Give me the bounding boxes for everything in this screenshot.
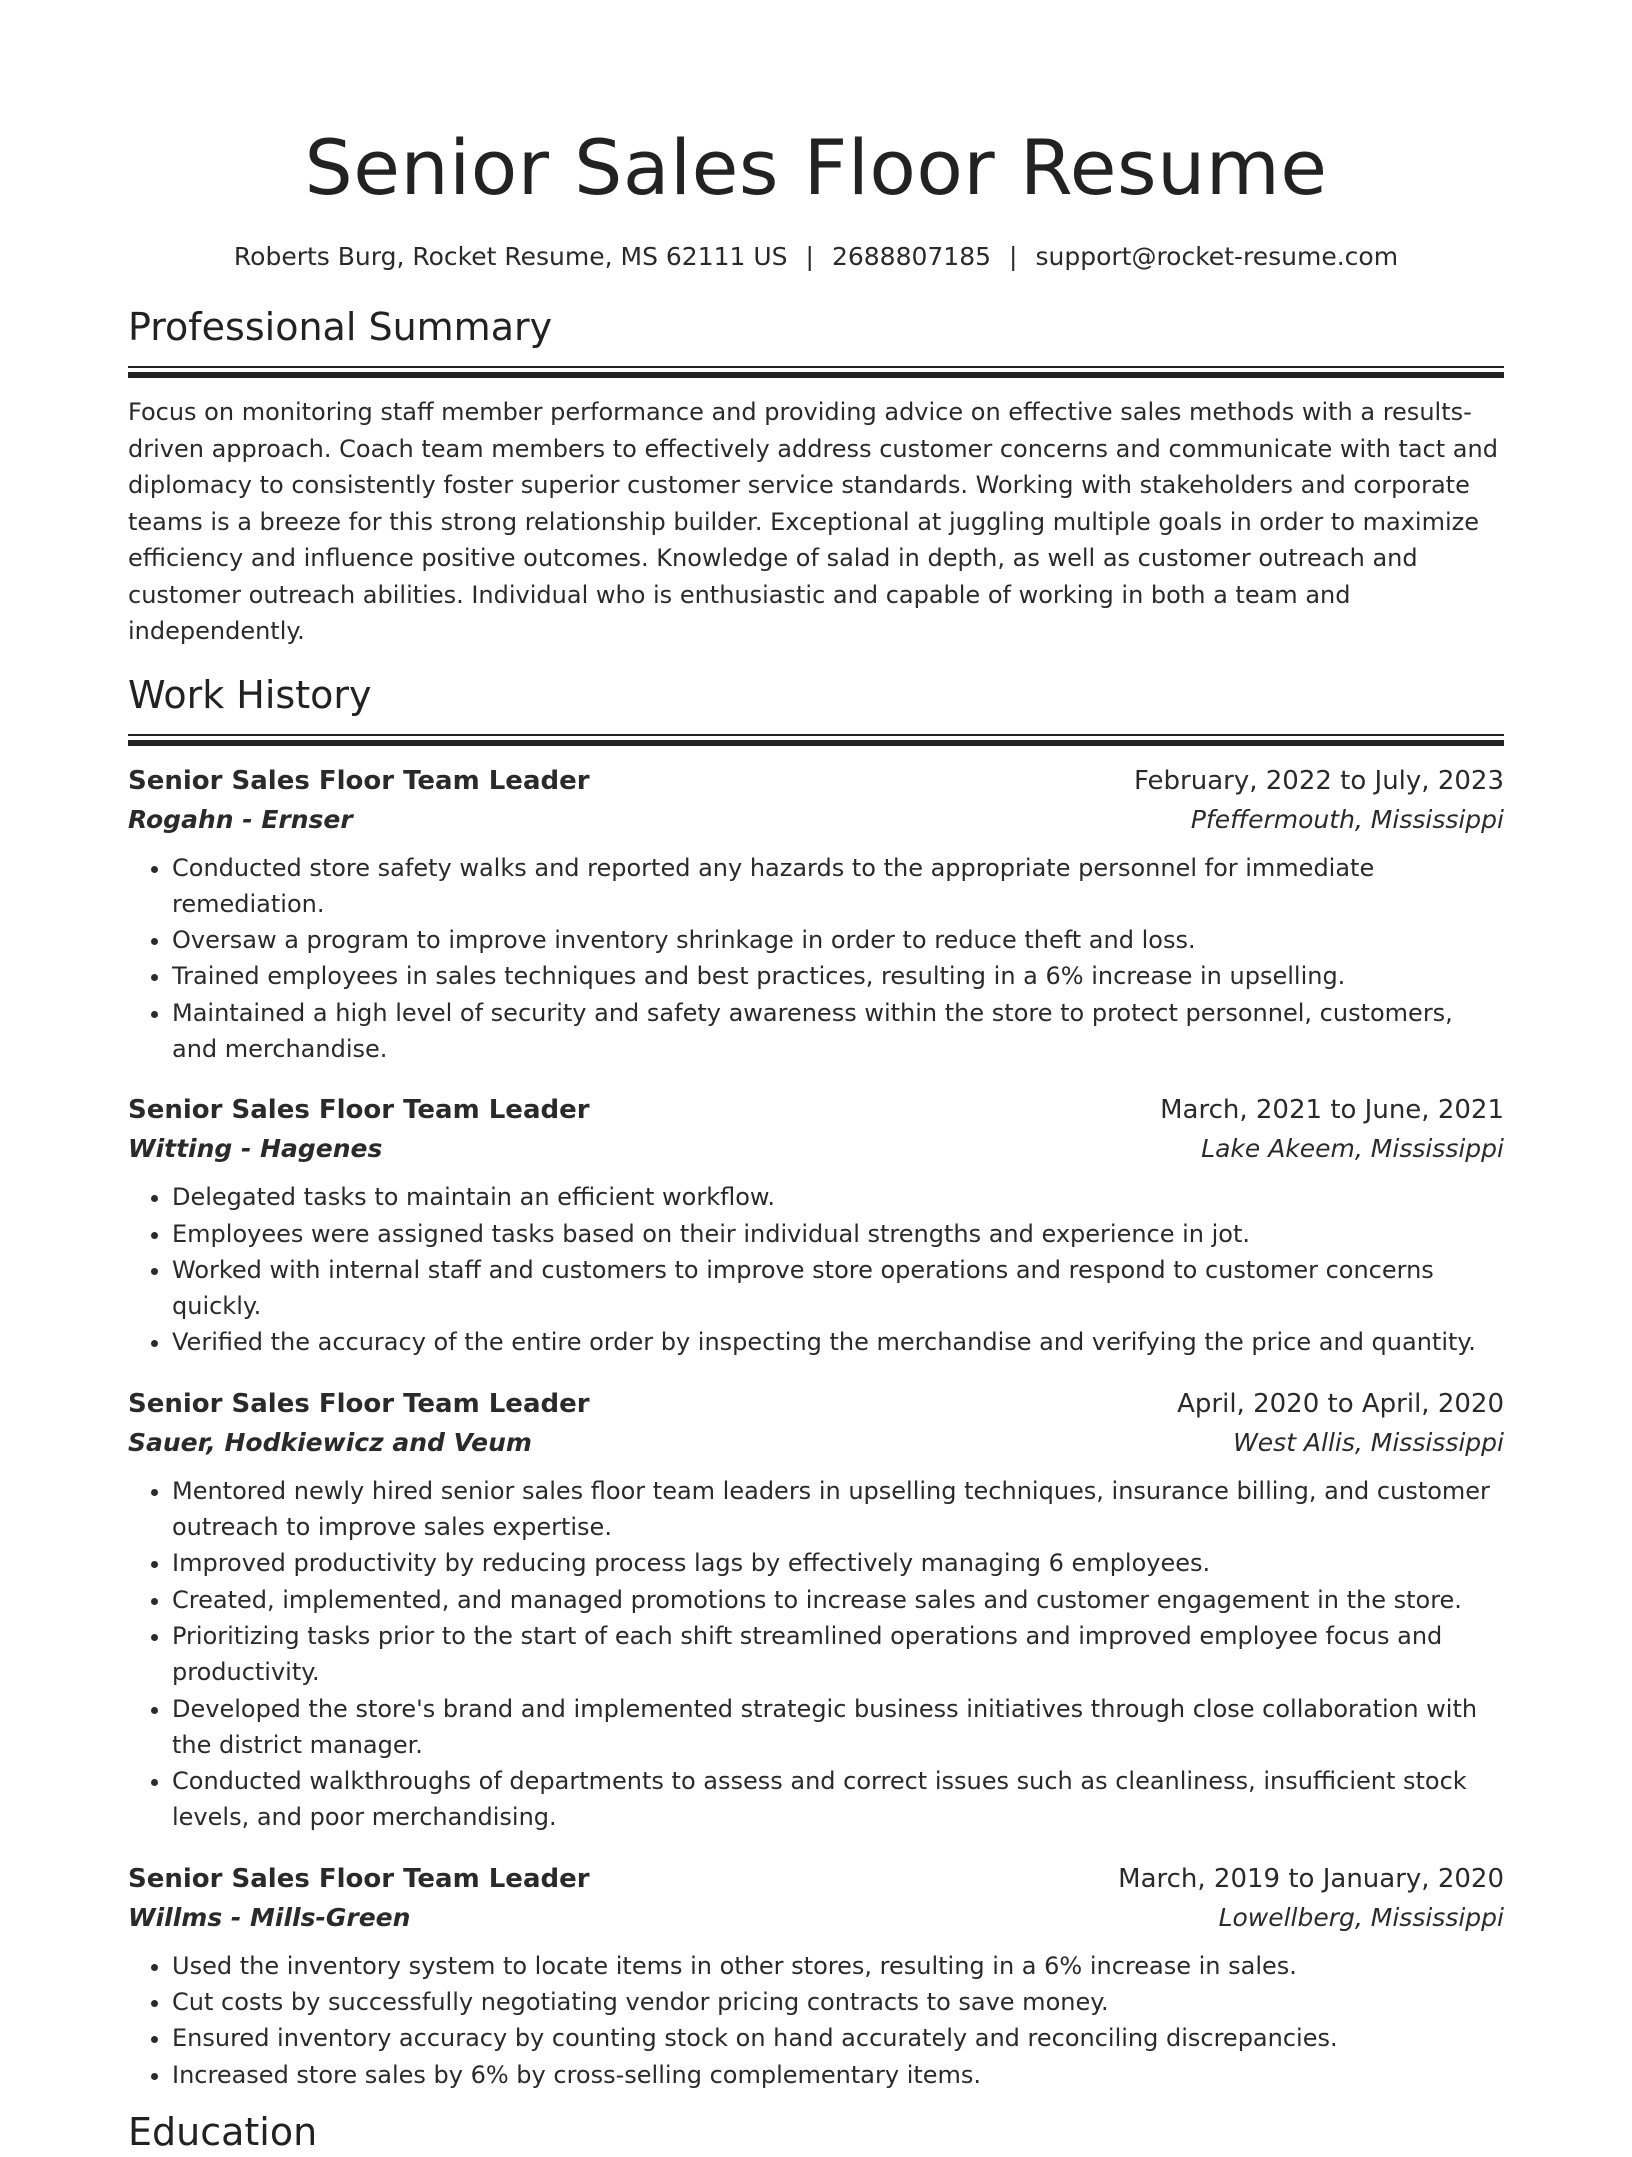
section-divider (128, 366, 1504, 378)
job-company: Willms - Mills-Green (128, 1902, 411, 1932)
summary-text: Focus on monitoring staff member performance and providing advice on effective sales methods with a results-driven approach. Coach team members to effectively address customer concerns and communicate with tact and diplomacy to consistently foster superior customer service standards. Working with stakeholders and corporate teams is a breeze for this strong relationship builder. Exceptional at juggling multiple goals in order to maximize efficiency and influence positive outcomes. Knowledge of salad in depth, as well as customer outreach and customer outreach abilities. Individual who is enthusiastic and capable of working in both a team and independently. (128, 398, 1498, 645)
summary-section (128, 302, 1504, 650)
job-dates: February, 2022 to July, 2023 (1134, 765, 1504, 796)
resume-title: Senior Sales Floor Resume (304, 123, 1328, 212)
job-entry (128, 1385, 1504, 1836)
work-history-section (128, 670, 1504, 2093)
job-dates: March, 2021 to June, 2021 (1160, 1095, 1504, 1126)
job-bullet: • Trained employees in sales techniques and best practices, resulting in a 6% increase in upselling. (172, 958, 1504, 994)
job-bullet: • Increased store sales by 6% by cross-selling complementary items. (172, 2057, 1504, 2093)
job-bullet: • Used the inventory system to locate items in other stores, resulting in a 6% increase in sales. (172, 1948, 1504, 1984)
section-heading-summary: Professional Summary (128, 305, 553, 349)
contact-phone: 2688807185 (831, 242, 992, 271)
job-title: Senior Sales Floor Team Leader (128, 765, 590, 796)
job-bullet: • Worked with internal staff and customers to improve store operations and respond to customer concerns quickly. (172, 1252, 1504, 1325)
job-bullet: • Improved productivity by reducing process lags by effectively managing 6 employees. (172, 1545, 1504, 1581)
job-bullets (128, 850, 1504, 1068)
job-entry (128, 1860, 1504, 2093)
job-bullet: • Delegated tasks to maintain an efficient workflow. (172, 1179, 1504, 1215)
contact-separator: | (805, 242, 814, 271)
contact-line (128, 240, 1504, 274)
job-company: Sauer, Hodkiewicz and Veum (128, 1427, 532, 1457)
job-bullet: • Created, implemented, and managed promotions to increase sales and customer engagement in the store. (172, 1582, 1504, 1618)
job-entry (128, 1091, 1504, 1360)
education-section (128, 2107, 1504, 2157)
job-dates: April, 2020 to April, 2020 (1177, 1388, 1504, 1419)
job-bullet: • Ensured inventory accuracy by counting stock on hand accurately and reconciling discrepancies. (172, 2020, 1504, 2056)
job-location: Lowellberg, Mississippi (1218, 1902, 1504, 1932)
job-location: Pfeffermouth, Mississippi (1190, 804, 1504, 834)
job-dates: March, 2019 to January, 2020 (1118, 1863, 1504, 1894)
job-bullet: • Cut costs by successfully negotiating vendor pricing contracts to save money. (172, 1984, 1504, 2020)
job-bullet: • Maintained a high level of security and safety awareness within the store to protect personnel, customers, and merchandise. (172, 995, 1504, 1068)
section-divider (128, 734, 1504, 746)
job-title: Senior Sales Floor Team Leader (128, 1388, 590, 1419)
job-list (128, 762, 1504, 2093)
job-bullet: • Conducted store safety walks and reported any hazards to the appropriate personnel for immediate remediation. (172, 850, 1504, 923)
job-bullets (128, 1473, 1504, 1836)
job-bullet: • Mentored newly hired senior sales floor team leaders in upselling techniques, insurance billing, and customer outreach to improve sales expertise. (172, 1473, 1504, 1546)
job-bullet: • Employees were assigned tasks based on their individual strengths and experience in jot. (172, 1216, 1504, 1252)
resume-page (128, 118, 1504, 2157)
section-heading-work-history: Work History (128, 672, 372, 717)
job-title: Senior Sales Floor Team Leader (128, 1863, 590, 1894)
job-company: Witting - Hagenes (128, 1134, 383, 1164)
job-bullet: • Verified the accuracy of the entire order by inspecting the merchandise and verifying the price and quantity. (172, 1324, 1504, 1360)
job-bullet: • Prioritizing tasks prior to the start of each shift streamlined operations and improved employee focus and productivity. (172, 1618, 1504, 1691)
job-bullet: • Developed the store's brand and implemented strategic business initiatives through close collaboration with the district manager. (172, 1691, 1504, 1764)
section-heading-education: Education (128, 2109, 318, 2154)
job-location: West Allis, Mississippi (1233, 1427, 1504, 1457)
job-bullet: • Conducted walkthroughs of departments to assess and correct issues such as cleanliness, insufficient stock levels, and poor merchandising. (172, 1763, 1504, 1836)
contact-address: Roberts Burg, Rocket Resume, MS 62111 US (233, 242, 788, 271)
job-bullets (128, 1948, 1504, 2093)
job-entry (128, 762, 1504, 1068)
job-title: Senior Sales Floor Team Leader (128, 1095, 590, 1126)
job-company: Rogahn - Ernser (128, 804, 353, 834)
job-location: Lake Akeem, Mississippi (1201, 1134, 1504, 1164)
contact-separator: | (1009, 242, 1018, 271)
job-bullets (128, 1179, 1504, 1360)
contact-email[interactable]: support@rocket-resume.com (1035, 242, 1399, 271)
job-bullet: • Oversaw a program to improve inventory shrinkage in order to reduce theft and loss. (172, 922, 1504, 958)
